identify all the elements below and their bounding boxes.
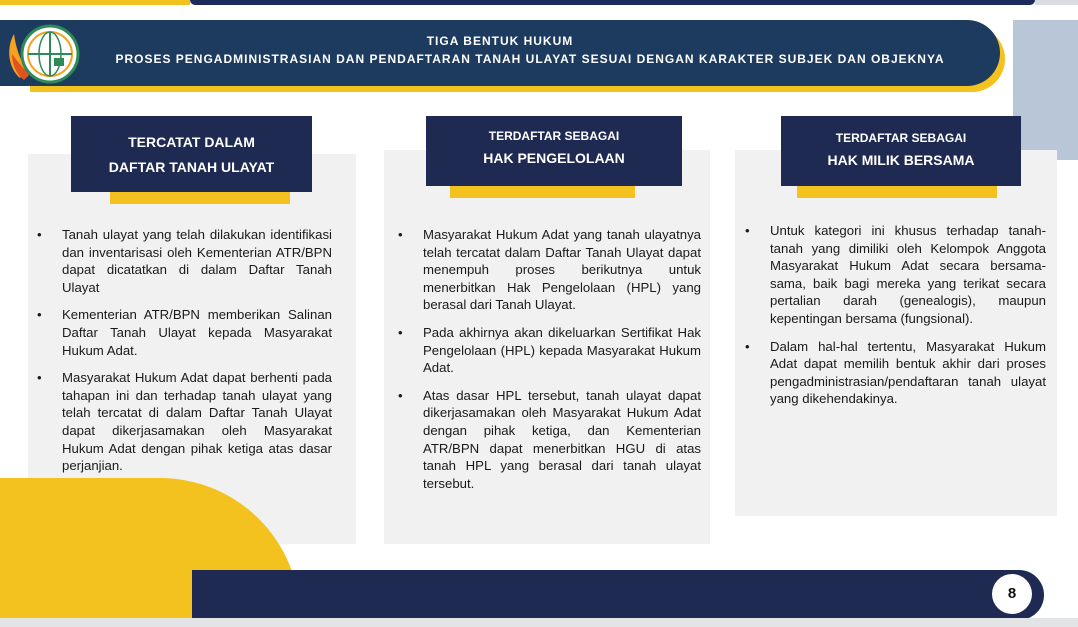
header-banner <box>0 20 1000 86</box>
bullet-item: • Atas dasar HPL tersebut, tanah ulayat dapat dikerjasamakan oleh Masyarakat Hukum Adat dengan pihak ketiga, dan Kementerian ATR/BPN dapat menerbitkan HGU di atas tanah HPL yang berasal dari tanah ulayat tersebut. <box>395 387 701 493</box>
atr-bpn-logo-icon <box>4 8 92 96</box>
bullet-list-2 <box>395 226 701 502</box>
bullet-item: • Pada akhirnya akan dikeluarkan Sertifikat Hak Pengelolaan (HPL) kepada Masyarakat Hukum Adat. <box>395 324 701 377</box>
header-title: TIGA BENTUK HUKUM <box>426 34 574 48</box>
column-heading-line1: TERDAFTAR SEBAGAI <box>835 131 967 145</box>
footer-decor-grey <box>0 618 1078 627</box>
column-heading-2 <box>426 116 682 186</box>
column-heading-line2: HAK MILIK BERSAMA <box>827 152 975 168</box>
top-decor-yellow <box>0 0 190 5</box>
footer-bar <box>192 570 1044 620</box>
column-heading-line1: TERCATAT DALAM <box>128 134 255 150</box>
bullet-item: • Masyarakat Hukum Adat dapat berhenti pada tahapan ini dan terhadap tanah ulayat yang telah tercatat di dalam Daftar Tanah Ulayat dapat dikerjasamakan oleh Masyarakat Hukum Adat dengan pihak ketiga atas dasar perjanjian. <box>34 369 332 475</box>
top-decor-grey <box>1035 0 1078 5</box>
bullet-item: • Dalam hal-hal tertentu, Masyarakat Hukum Adat dapat memilih bentuk akhir dari proses pengadministrasian/pendaftaran tanah ulayat yang dikehendakinya. <box>742 338 1046 408</box>
top-decor-navy <box>190 0 1035 5</box>
bullet-item: • Untuk kategori ini khusus terhadap tanah- tanah yang dimiliki oleh Kelompok Anggota Masyarakat Hukum Adat secara bersama- sama, baik bagi mereka yang terikat secara pertalian darah (genealogis), maupun kepentingan bersama (fungsional). <box>742 222 1046 328</box>
bullet-list-3 <box>742 222 1046 418</box>
bullet-item: • Tanah ulayat yang telah dilakukan identifikasi dan inventarisasi oleh Kementerian ATR/BPN dapat dicatatkan di dalam Daftar Tanah Ulayat <box>34 226 332 296</box>
page-number: 8 <box>992 574 1032 614</box>
bullet-item: • Kementerian ATR/BPN memberikan Salinan Daftar Tanah Ulayat kepada Masyarakat Hukum Adat. <box>34 306 332 359</box>
column-heading-line2: HAK PENGELOLAAN <box>483 150 625 166</box>
side-decor-block <box>1013 20 1078 160</box>
heading-underline-1 <box>110 192 290 204</box>
heading-underline-3 <box>797 186 997 198</box>
column-heading-line1: TERDAFTAR SEBAGAI <box>488 129 620 143</box>
column-heading-1 <box>71 116 312 192</box>
column-heading-line2: DAFTAR TANAH ULAYAT <box>108 159 275 175</box>
bullet-list-1 <box>34 226 332 485</box>
bullet-item: • Masyarakat Hukum Adat yang tanah ulayatnya telah tercatat dalam Daftar Tanah Ulayat dapat menempuh proses berikutnya untuk menerbitkan Hak Pengelolaan (HPL) yang berasal dari Tanah Ulayat. <box>395 226 701 314</box>
header-subtitle: PROSES PENGADMINISTRASIAN DAN PENDAFTARAN TANAH ULAYAT SESUAI DENGAN KARAKTER SUBJEK DAN OBJEKNYA <box>115 52 945 66</box>
heading-underline-2 <box>450 186 635 198</box>
column-heading-3 <box>781 116 1021 186</box>
